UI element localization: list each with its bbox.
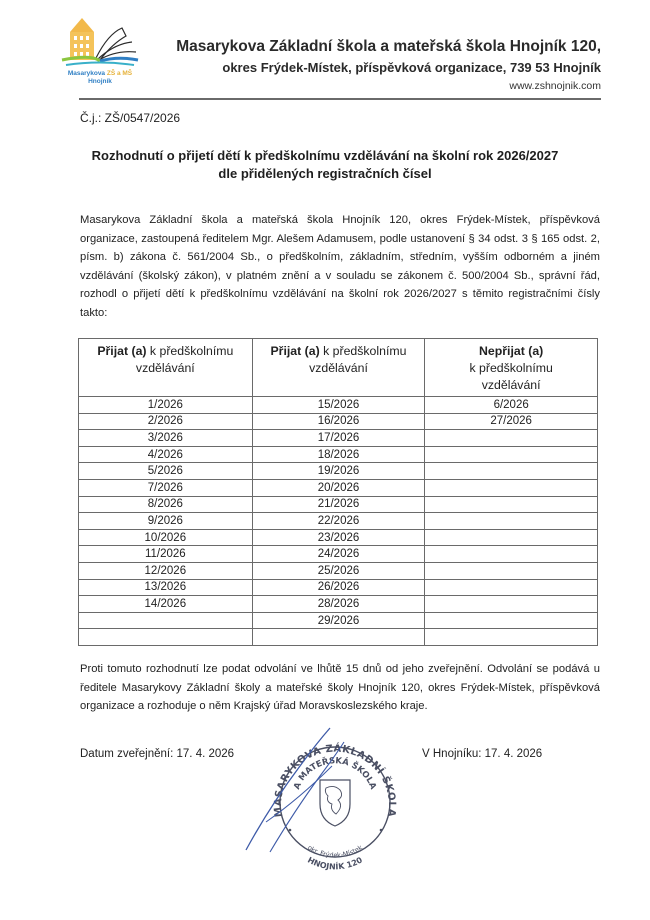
intro-paragraph: Masarykova Základní škola a mateřská škola Hnojník 120, okres Frýdek-Místek, příspěvková organizace, zastoupená ředitelem Mgr. Alešem Adamusem, podle ustanovení § 34 odst. 3 § 165 odst. 2, písm. b) zákona č. 561/2004 Sb., o předškolním, základním, středním, vyšším odborném a jiném vzdělávání (školský zákon), v platném znění a v souladu se zákonem č. 500/2004 Sb., správní řád, rozhodl o přijetí dětí k předškolnímu vzdělávání na školní rok 2026/2027 s těmito registračními čísly takto: [80, 214, 600, 319]
cell: 24/2026 [252, 546, 425, 563]
header-admitted-col2: Přijat (a) k předškolnímu vzdělávání [252, 339, 425, 397]
cell [425, 529, 598, 546]
table-row [79, 496, 598, 513]
cell: 12/2026 [79, 562, 253, 579]
document-subtitle: dle přidělených registračních čísel [218, 166, 432, 181]
school-logo [52, 14, 148, 90]
cell: 13/2026 [79, 579, 253, 596]
table-row [79, 629, 598, 646]
cell [425, 596, 598, 613]
school-book-logo-icon [52, 14, 148, 72]
cell: 21/2026 [252, 496, 425, 513]
document-title: Rozhodnutí o přijetí dětí k předškolnímu vzdělávání na školní rok 2026/2027 [91, 148, 559, 163]
logo-text-line1: Masarykova ZŠ a MŠ [67, 70, 133, 77]
reference-number: Č.j.: ZŠ/0547/2026 [80, 111, 181, 125]
cell [252, 629, 425, 646]
publication-date: Datum zveřejnění: 17. 4. 2026 [80, 748, 235, 760]
cell: 10/2026 [79, 529, 253, 546]
cell: 14/2026 [79, 596, 253, 613]
cell: 26/2026 [252, 579, 425, 596]
cell: 22/2026 [252, 513, 425, 530]
cell: 7/2026 [79, 479, 253, 496]
cell: 2/2026 [79, 413, 253, 430]
cell: 18/2026 [252, 446, 425, 463]
cell [425, 612, 598, 629]
registration-table [78, 338, 598, 646]
cell [425, 446, 598, 463]
cell: 25/2026 [252, 562, 425, 579]
cell: 15/2026 [252, 397, 425, 414]
cell: 4/2026 [79, 446, 253, 463]
cell: 29/2026 [252, 612, 425, 629]
table-row [79, 430, 598, 447]
cell: 8/2026 [79, 496, 253, 513]
cell [425, 579, 598, 596]
cell [79, 612, 253, 629]
table-row [79, 612, 598, 629]
cell [425, 629, 598, 646]
cell: 23/2026 [252, 529, 425, 546]
cell: 5/2026 [79, 463, 253, 480]
cell: 17/2026 [252, 430, 425, 447]
svg-text:A MATEŘSKÁ ŠKOLA: A MATEŘSKÁ ŠKOLA [292, 756, 378, 792]
header-admitted-col1: Přijat (a) k předškolnímu vzdělávání [79, 339, 253, 397]
cell [425, 546, 598, 563]
cell: 6/2026 [425, 397, 598, 414]
cell: 11/2026 [79, 546, 253, 563]
place-and-date: V Hnojníku: 17. 4. 2026 [422, 748, 543, 760]
svg-text:okr. Frýdek-Místek: okr. Frýdek-Místek [306, 843, 364, 860]
header-divider [79, 98, 601, 100]
table-row [79, 413, 598, 430]
table-row [79, 397, 598, 414]
cell: 1/2026 [79, 397, 253, 414]
table-row [79, 529, 598, 546]
table-row [79, 513, 598, 530]
table-row [79, 479, 598, 496]
table-row [79, 579, 598, 596]
table-row [79, 463, 598, 480]
header-not-admitted: Nepřijat (a) k předškolnímu vzdělávání [425, 339, 598, 397]
cell [425, 479, 598, 496]
cell [425, 513, 598, 530]
table-row [79, 446, 598, 463]
cell [425, 430, 598, 447]
cell [425, 463, 598, 480]
cell: 3/2026 [79, 430, 253, 447]
cell: 27/2026 [425, 413, 598, 430]
official-stamp [240, 726, 400, 876]
school-website-link[interactable]: www.zshnojnik.com [509, 80, 601, 92]
school-address: okres Frýdek-Místek, příspěvková organizace, 739 53 Hnojník [222, 60, 601, 75]
school-name: Masarykova Základní škola a mateřská škola Hnojník 120, [176, 38, 601, 55]
svg-text:HNOJNÍK 120: HNOJNÍK 120 [306, 855, 364, 872]
table-header-row [79, 339, 598, 397]
logo-text-line2: Hnojník [88, 78, 112, 85]
cell: 16/2026 [252, 413, 425, 430]
cell: 19/2026 [252, 463, 425, 480]
cell: 20/2026 [252, 479, 425, 496]
table-row [79, 546, 598, 563]
cell: 28/2026 [252, 596, 425, 613]
svg-text:MASARYKOVA ZÁKLADNÍ ŠKOLA: MASARYKOVA ZÁKLADNÍ ŠKOLA [272, 743, 398, 818]
cell [425, 496, 598, 513]
cell [79, 629, 253, 646]
appeal-paragraph: Proti tomuto rozhodnutí lze podat odvolání ve lhůtě 15 dnů od jeho zveřejnění. Odvolání se podává u ředitele Masarykovy Základní školy a mateřské školy Hnojník 120, okres Frýdek-Místek, příspěvková organizace a rozhoduje o něm Krajský úřad Moravskoslezského kraje. [80, 663, 600, 712]
cell: 9/2026 [79, 513, 253, 530]
table-row [79, 562, 598, 579]
table-row [79, 596, 598, 613]
cell [425, 562, 598, 579]
official-stamp-icon [240, 726, 400, 876]
